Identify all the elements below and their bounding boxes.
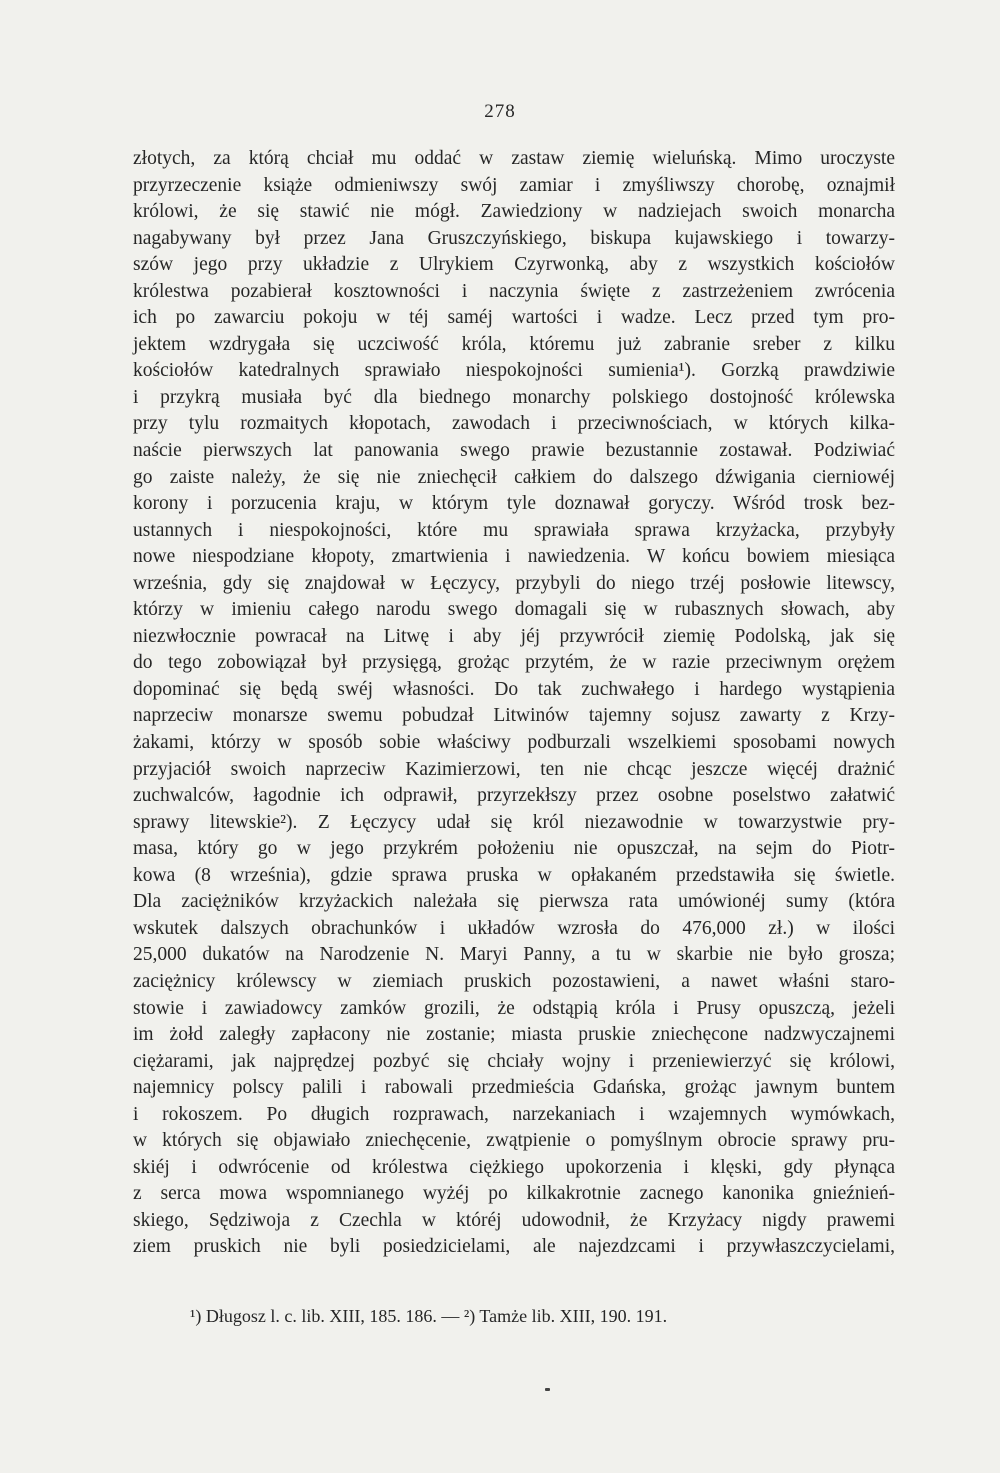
footnote: ¹) Długosz l. c. lib. XIII, 185. 186. — ²) Tamże lib. XIII, 190. 191. xyxy=(190,1306,668,1326)
text-line: szów jego przy układzie z Ulrykiem Czyrwonką, aby z wszystkich kościołów xyxy=(133,254,895,276)
text-line: z serca mowa wspomnianego wyżéj po kilkakrotnie zacnego kanonika gnieźnień- xyxy=(133,1183,895,1205)
text-line: masa, który go w jego przykrém położeniu nie opuszczał, na sejm do Piotr- xyxy=(133,838,895,860)
text-line: sprawy litewskie²). Z Łęczycy udał się król niezawodnie w towarzystwie pry- xyxy=(133,811,895,833)
text-line: przy tylu rozmaitych kłopotach, zawodach i przeciwnościach, w których kilka- xyxy=(133,413,895,435)
ink-speck xyxy=(545,1388,550,1391)
text-line: dopominać się będą swéj własności. Do tak zuchwałego i hardego wystąpienia xyxy=(133,678,895,700)
text-line: ziem pruskich nie byli posiedzicielami, ale najezdzcami i przywłaszczycielami, xyxy=(133,1236,895,1258)
text-line: go zaiste należy, że się nie zniechęcił całkiem do dalszego dźwigania cierniowéj xyxy=(133,466,895,488)
text-line: złotych, za którą chciał mu oddać w zastaw ziemię wieluńską. Mimo uroczyste xyxy=(133,148,895,169)
text-line: 25,000 dukatów na Narodzenie N. Maryi Panny, a tu w skarbie nie było grosza; xyxy=(133,944,895,966)
text-line: kowa (8 września), gdzie sprawa pruska w opłakaném przedstawiła się świetle. xyxy=(133,864,895,886)
text-line: królowi, że się stawić nie mógł. Zawiedziony w nadziejach swoich monarcha xyxy=(133,201,895,223)
text-line: jektem wzdrygała się uczciwość króla, któremu już zabranie sreber z kilku xyxy=(133,333,895,355)
page-number: 278 xyxy=(484,101,516,122)
text-line: korony i porzucenia kraju, w którym tyle doznawał goryczy. Wśród trosk bez- xyxy=(133,493,895,515)
text-line: do tego zobowiązał był przysięgą, grożąc przytém, że w razie przeciwnym orężem xyxy=(133,652,895,674)
text-line: września, gdy się znajdował w Łęczycy, przybyli do niego trzéj posłowie litewscy, xyxy=(133,572,895,594)
text-line: nagabywany był przez Jana Gruszczyńskiego, biskupa kujawskiego i towarzy- xyxy=(133,227,895,249)
text-line: kościołów katedralnych sprawiało niespokojności sumienia¹). Gorzką prawdziwie xyxy=(133,360,895,382)
body-text xyxy=(133,146,895,1261)
text-line: ustannych i niespokojności, które mu sprawiała sprawa krzyżacka, przybyły xyxy=(133,519,895,541)
text-line: niezwłocznie powracał na Litwę i aby jéj przywrócił ziemię Podolską, jak się xyxy=(133,625,895,647)
text-line: którzy w imieniu całego narodu swego domagali się w rubasznych słowach, aby xyxy=(133,599,895,621)
text-line: żakami, którzy w sposób sobie właściwy podburzali wszelkiemi sposobami nowych xyxy=(133,732,895,754)
text-line: najemnicy polscy palili i rabowali przedmieścia Gdańska, grożąc jawnym buntem xyxy=(133,1077,895,1099)
text-line: ciężarami, jak najprędzej pozbyć się chciały wojny i przeniewierzyć się królowi, xyxy=(133,1050,895,1072)
text-line: im żołd zaległy zapłacony nie zostanie; miasta pruskie zniechęcone nadzwyczajnemi xyxy=(133,1024,895,1046)
text-line: Dla zaciężników krzyżackich należała się pierwsza rata umówionéj sumy (która xyxy=(133,891,895,913)
text-line: naprzeciw monarsze swemu pobudzał Litwinów tajemny sojusz zawarty z Krzy- xyxy=(133,705,895,727)
text-line: skiego, Sędziwoja z Czechla w któréj udowodnił, że Krzyżacy nigdy prawemi xyxy=(133,1209,895,1231)
text-line: ich po zawarciu pokoju w téj saméj wartości i wadze. Lecz przed tym pro- xyxy=(133,307,895,329)
text-line: przyrzeczenie książe odmieniwszy swój zamiar i zmyśliwszy chorobę, oznajmił xyxy=(133,174,895,196)
text-line: zaciężnicy królewscy w ziemiach pruskich pozostawieni, a nawet właśni staro- xyxy=(133,970,895,992)
text-line: nowe niespodziane kłopoty, zmartwienia i nawiedzenia. W końcu bowiem miesiąca xyxy=(133,546,895,568)
text-line: naście pierwszych lat panowania swego prawie bezustannie zostawał. Podziwiać xyxy=(133,440,895,462)
text-line: i przykrą musiała być dla biednego monarchy polskiego dostojność królewska xyxy=(133,386,895,408)
text-line: królestwa pozabierał kosztowności i naczynia święte z zastrzeżeniem zwrócenia xyxy=(133,280,895,302)
text-line: stowie i zawiadowcy zamków grozili, że odstąpią króla i Prusy opuszczą, jeżeli xyxy=(133,997,895,1019)
text-line: i rokoszem. Po długich rozprawach, narzekaniach i wzajemnych wymówkach, xyxy=(133,1103,895,1125)
text-line: w których się objawiało zniechęcenie, zwątpienie o pomyślnym obrocie sprawy pru- xyxy=(133,1130,895,1152)
text-line: skiéj i odwrócenie od królestwa ciężkiego upokorzenia i klęski, gdy płynąca xyxy=(133,1156,895,1178)
text-line: wskutek dalszych obrachunków i układów wzrosła do 476,000 zł.) w ilości xyxy=(133,917,895,939)
text-line: zuchwalców, łagodnie ich odprawił, przyrzekłszy przez osobne poselstwo załatwić xyxy=(133,785,895,807)
text-line: przyjaciół swoich naprzeciw Kazimierzowi, ten nie chcąc jeszcze więcéj drażnić xyxy=(133,758,895,780)
